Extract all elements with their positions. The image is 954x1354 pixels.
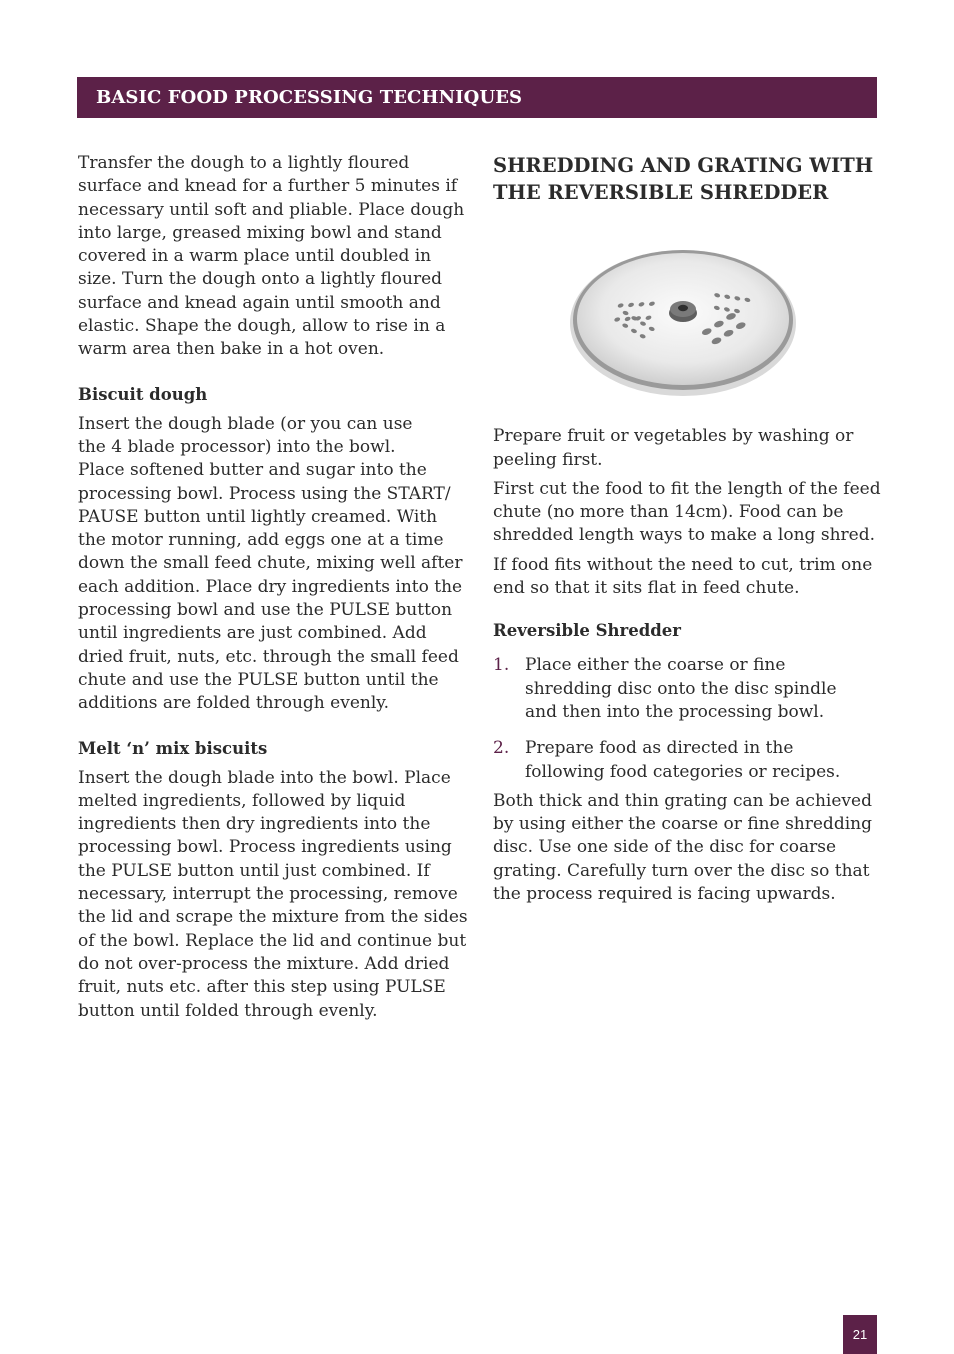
prepare-paragraph: Prepare fruit or vegetables by washing or peeling first. [493, 426, 854, 470]
step-text: Place either the coarse or fine shredding disc onto the disc spindle and then into the processing bowl. [525, 655, 837, 722]
step-number: 2. [493, 738, 510, 759]
trim-end-paragraph: If food fits without the need to cut, trim one end so that it sits flat in feed chute. [493, 554, 873, 599]
cut-food-paragraph: First cut the food to fit the length of the feed chute (no more than 14cm). Food can be shredded length ways to make a long shred. [493, 478, 881, 546]
melt-n-mix-paragraph: Insert the dough blade into the bowl. Place melted ingredients, followed by liquid ingredients then dry ingredients into the processing bowl. Process ingredients using the PULSE button until just combined. If necessary, interrupt the processing, remove the lid and scrape the mixture from the sides of the bowl. Replace the lid and continue but do not over-process the mixture. Add dried fruit, nuts etc. after this step using PULSE button until folded through evenly. [78, 767, 468, 1021]
biscuit-dough-heading: Biscuit dough [78, 384, 208, 404]
shredder-steps-list [493, 654, 885, 783]
right-column [493, 152, 885, 906]
biscuit-dough-paragraph: Insert the dough blade (or you can use the 4 blade processor) into the bowl. Place softened butter and sugar into the processing bowl. Process using the START/ PAUSE button until lightly creamed. With the motor running, add eggs one at a time down the small feed chute, mixing well after each addition. Place dry ingredients into the processing bowl and use the PULSE button until ingredients are just combined. Add dried fruit, nuts, etc. through the small feed chute and use the PULSE button until the additions are folded through evenly. [78, 413, 463, 714]
reversible-shredder-heading: Reversible Shredder [493, 621, 681, 641]
shredder-disc-icon [569, 241, 799, 406]
step-number: 1. [493, 655, 510, 676]
intro-paragraph: Transfer the dough to a lightly floured surface and knead for a further 5 minutes if necessary until soft and pliable. Place dough into large, greased mixing bowl and stand covered in a warm place until doubled in size. Turn the dough onto a lightly floured surface and knead again until smooth and elastic. Shape the dough, allow to rise in a warm area then bake in a hot oven. [78, 153, 465, 360]
shredding-section-heading: SHREDDING AND GRATING WITH THE REVERSIBLE SHREDDER [493, 154, 874, 204]
grating-paragraph: Both thick and thin grating can be achieved by using either the coarse or fine shredding disc. Use one side of the disc for coarse grating. Carefully turn over the disc so that the process required is facing upwards. [493, 790, 872, 905]
left-column [78, 152, 470, 1023]
list-item [493, 737, 885, 784]
page-number: 21 [843, 1315, 877, 1354]
reversible-shredder-disc-image [569, 241, 885, 413]
section-header [77, 77, 877, 118]
melt-n-mix-heading: Melt ‘n’ mix biscuits [78, 738, 268, 758]
list-item [493, 654, 885, 724]
section-header-title: BASIC FOOD PROCESSING TECHNIQUES [96, 87, 523, 108]
step-text: Prepare food as directed in the following food categories or recipes. [525, 738, 841, 782]
